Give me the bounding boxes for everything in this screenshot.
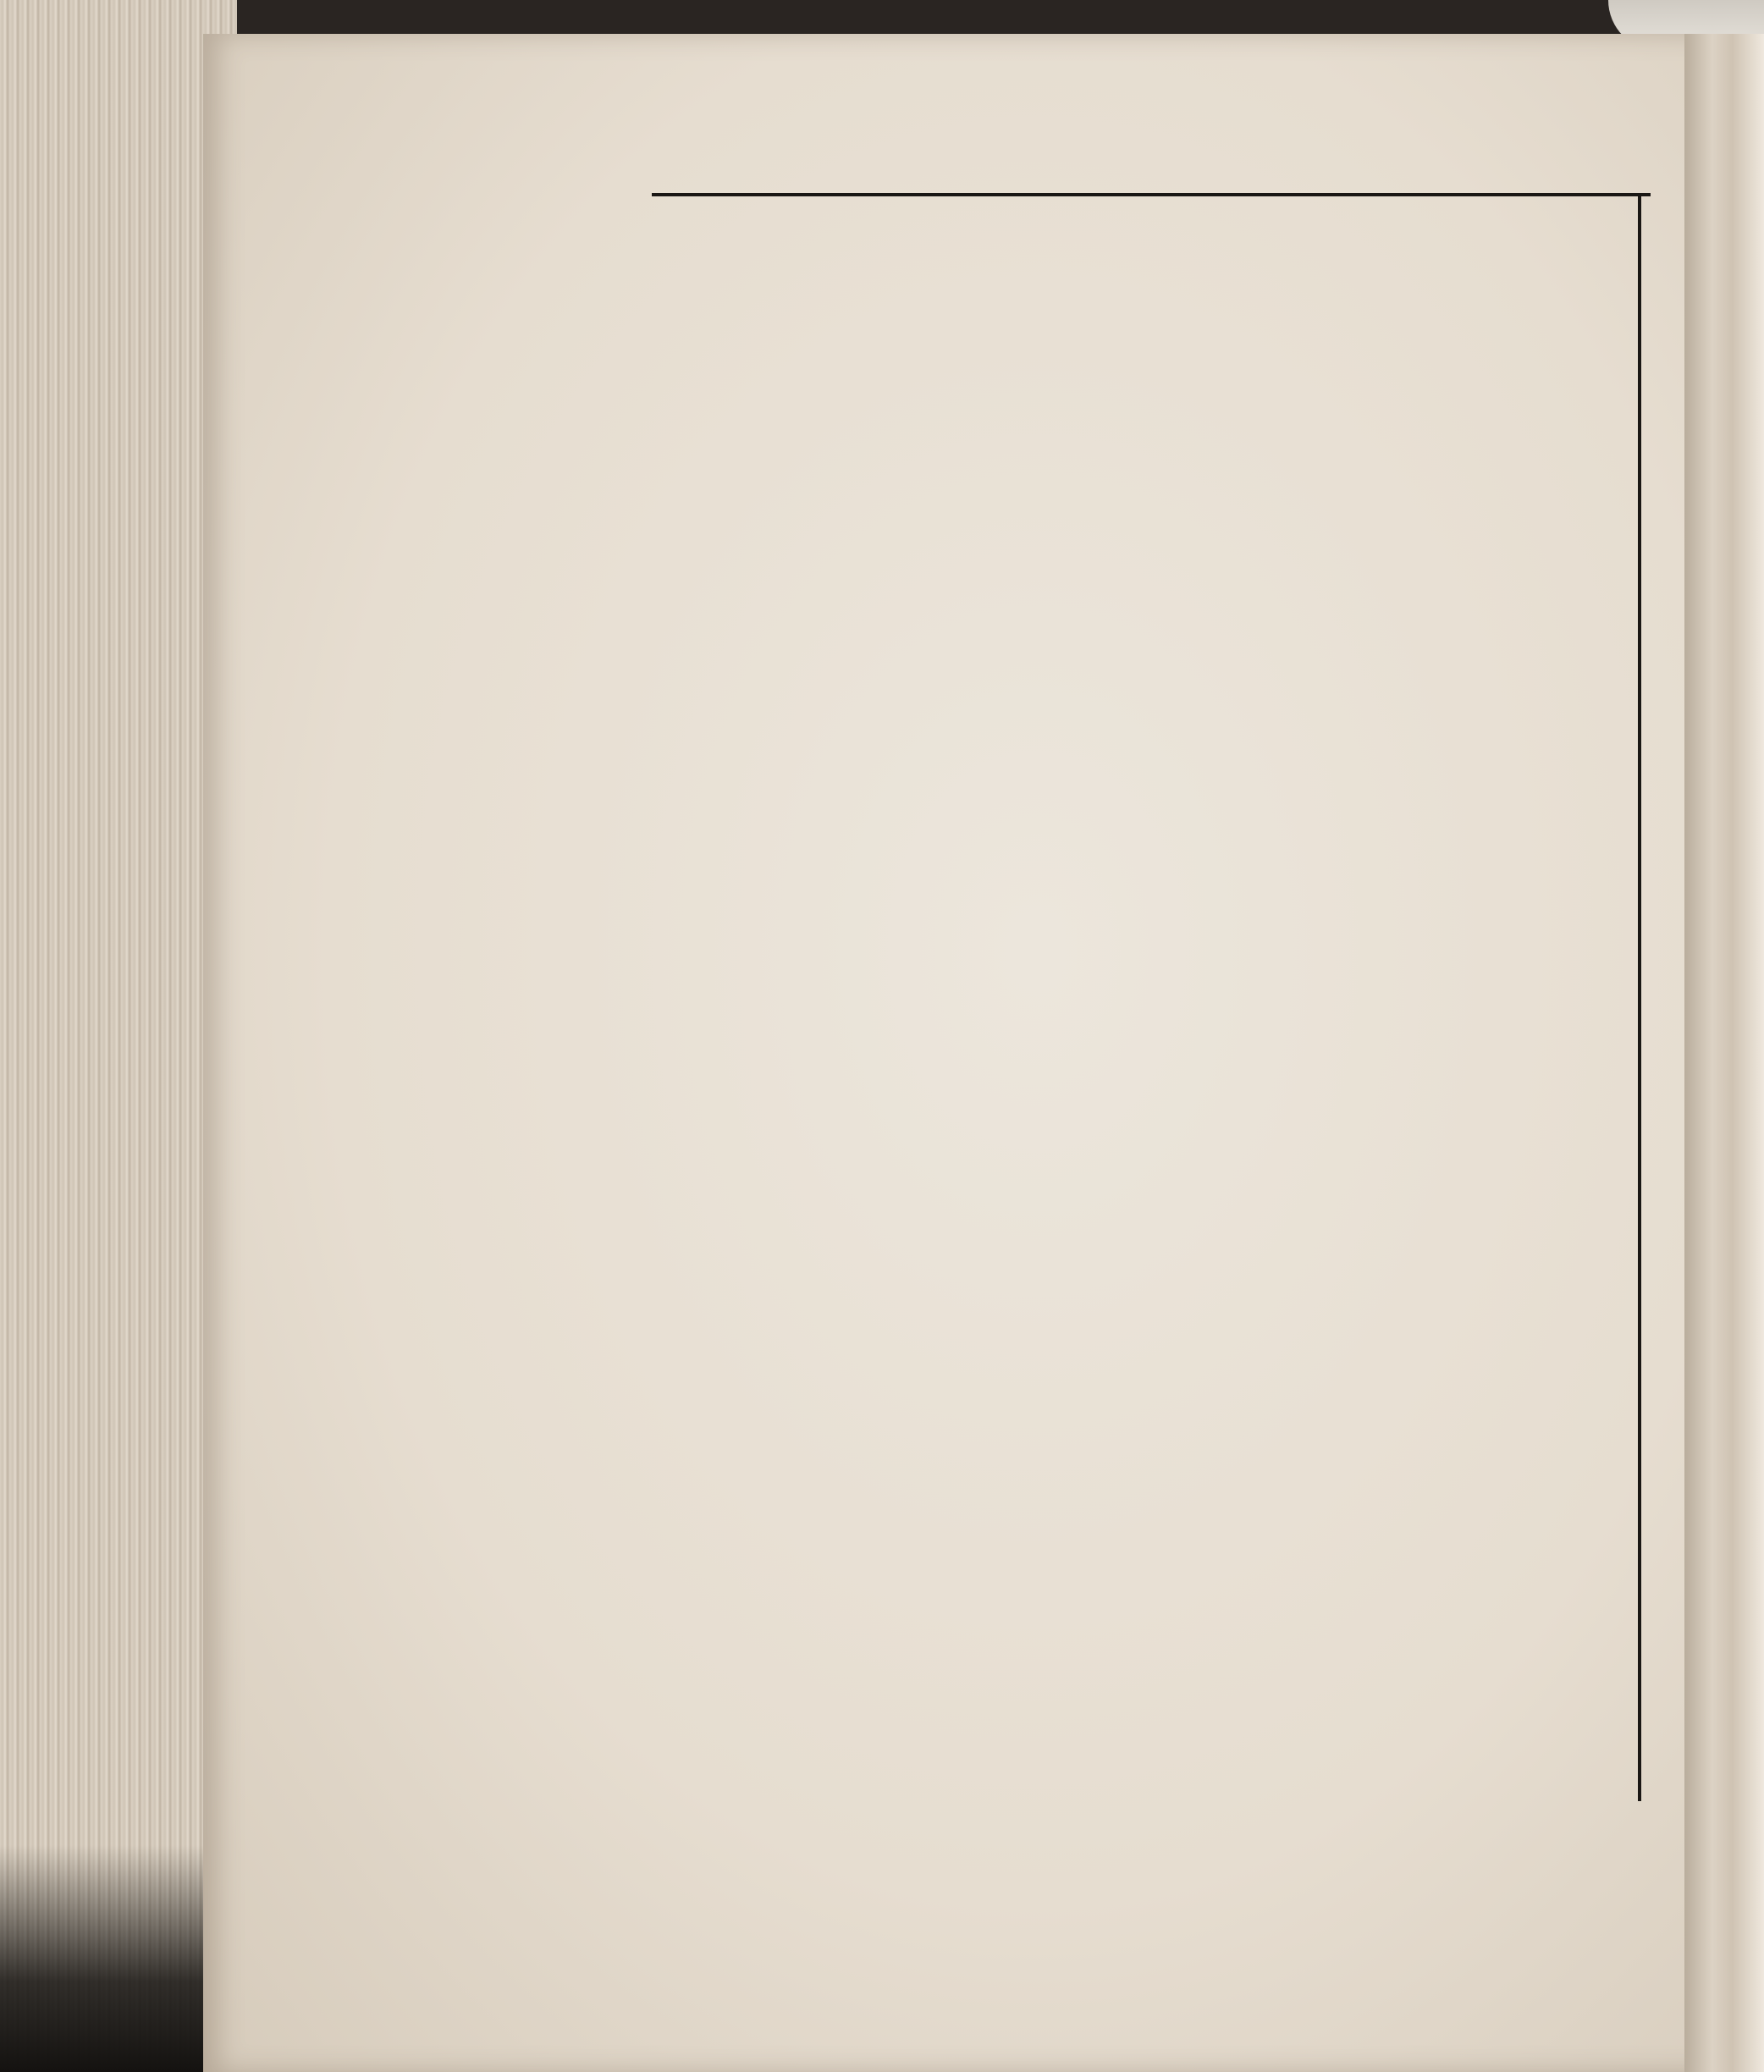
page-edge-stack — [0, 0, 237, 2072]
page-gutter — [1684, 34, 1764, 2072]
ornament-border-top — [652, 174, 1646, 233]
ornament-border-bottom — [550, 1761, 1621, 1820]
frame-rule-right — [1638, 193, 1641, 1801]
show-through — [1490, 474, 1659, 1320]
edge-shadow — [0, 1845, 203, 2072]
ornament-border-left — [482, 165, 550, 1824]
